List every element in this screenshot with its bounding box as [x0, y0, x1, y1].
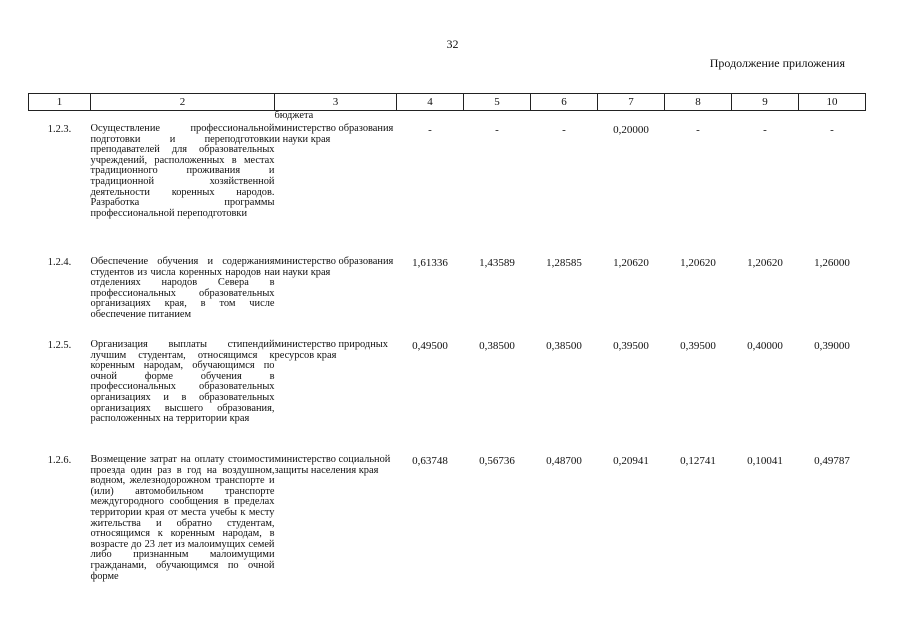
- row-value: -: [428, 124, 432, 136]
- row-code: 1.2.4.: [47, 257, 72, 268]
- row-executor: министерство социальной защиты населения края: [274, 454, 391, 476]
- carry-over-row: [29, 111, 866, 122]
- row-description: Возмещение затрат на оплату стоимости проезда один раз в год на воздушном, водном, железнодорожном транспорте и (или) автомобильном транспорте междугородного сообщения в пределах территории края от места учебы к месту жительства и обратно студентам, относящимся к коренным народам, в возрасте до 23 лет из малоимущих семей либо признанным малоимущими гражданами, обучающимся по очной форме: [90, 454, 275, 582]
- row-value: 0,40000: [747, 340, 783, 352]
- row-value: 1,20620: [747, 257, 783, 269]
- row-value: -: [696, 124, 700, 136]
- row-value: 0,20000: [613, 124, 649, 136]
- column-header: 7: [598, 94, 665, 111]
- row-value: 0,10041: [747, 455, 783, 467]
- table-row: [29, 337, 866, 452]
- row-value: -: [495, 124, 499, 136]
- page-number: 32: [446, 37, 459, 51]
- column-header: 2: [91, 94, 275, 111]
- row-value: 1,28585: [546, 257, 582, 269]
- row-code: 1.2.6.: [47, 455, 72, 466]
- row-executor: министерство образования и науки края: [274, 256, 394, 278]
- carry-over-text: бюджета: [274, 110, 314, 121]
- table-row: [29, 254, 866, 337]
- row-value: 0,39500: [680, 340, 716, 352]
- column-header: 8: [665, 94, 732, 111]
- row-value: 1,20620: [680, 257, 716, 269]
- row-value: -: [830, 124, 834, 136]
- row-value: -: [562, 124, 566, 136]
- column-header: 4: [397, 94, 464, 111]
- table-row: [29, 452, 866, 605]
- row-value: 0,63748: [412, 455, 448, 467]
- column-header: 10: [799, 94, 866, 111]
- row-value: -: [763, 124, 767, 136]
- row-value: 1,61336: [412, 257, 448, 269]
- column-header: 5: [464, 94, 531, 111]
- column-header: 6: [531, 94, 598, 111]
- row-executor: министерство природных ресурсов края: [274, 339, 388, 361]
- appendix-table: [28, 93, 866, 605]
- row-value: 0,20941: [613, 455, 649, 467]
- row-code: 1.2.3.: [47, 124, 72, 135]
- row-value: 0,49500: [412, 340, 448, 352]
- table-row: [29, 121, 866, 254]
- row-value: 0,39000: [814, 340, 850, 352]
- row-value: 1,20620: [613, 257, 649, 269]
- header-row: [29, 94, 866, 111]
- row-value: 0,12741: [680, 455, 716, 467]
- row-code: 1.2.5.: [47, 340, 72, 351]
- row-executor: министерство образования и науки края: [274, 123, 394, 145]
- row-value: 1,43589: [479, 257, 515, 269]
- column-header: 9: [732, 94, 799, 111]
- row-description: Обеспечение обучения и содержания студентов из числа коренных народов на отделениях народов Севера в профессиональных образовательных организациях края, в том числе обеспечение питанием: [90, 256, 275, 320]
- row-value: 1,26000: [814, 257, 850, 269]
- row-description: Организация выплаты стипендий лучшим студентам, относящимся к коренным народам, обучающимся по очной форме обучения в профессиональных образовательных организациях и в образовательных организациях высшего образования, расположенных на территории края: [90, 339, 275, 425]
- continuation-label: Продолжение приложения: [709, 56, 845, 70]
- column-header: 3: [275, 94, 397, 111]
- column-header: 1: [29, 94, 91, 111]
- row-value: 0,48700: [546, 455, 582, 467]
- row-value: 0,39500: [613, 340, 649, 352]
- row-description: Осуществление профессиональной подготовки и переподготовки преподавателей для образовательных учреждений, расположенных в местах традиционного проживания и традиционной хозяйственной деятельности коренных народов. Разработка программы профессиональной переподготовки: [90, 123, 275, 219]
- row-value: 0,38500: [479, 340, 515, 352]
- row-value: 0,56736: [479, 455, 515, 467]
- row-value: 0,49787: [814, 455, 850, 467]
- row-value: 0,38500: [546, 340, 582, 352]
